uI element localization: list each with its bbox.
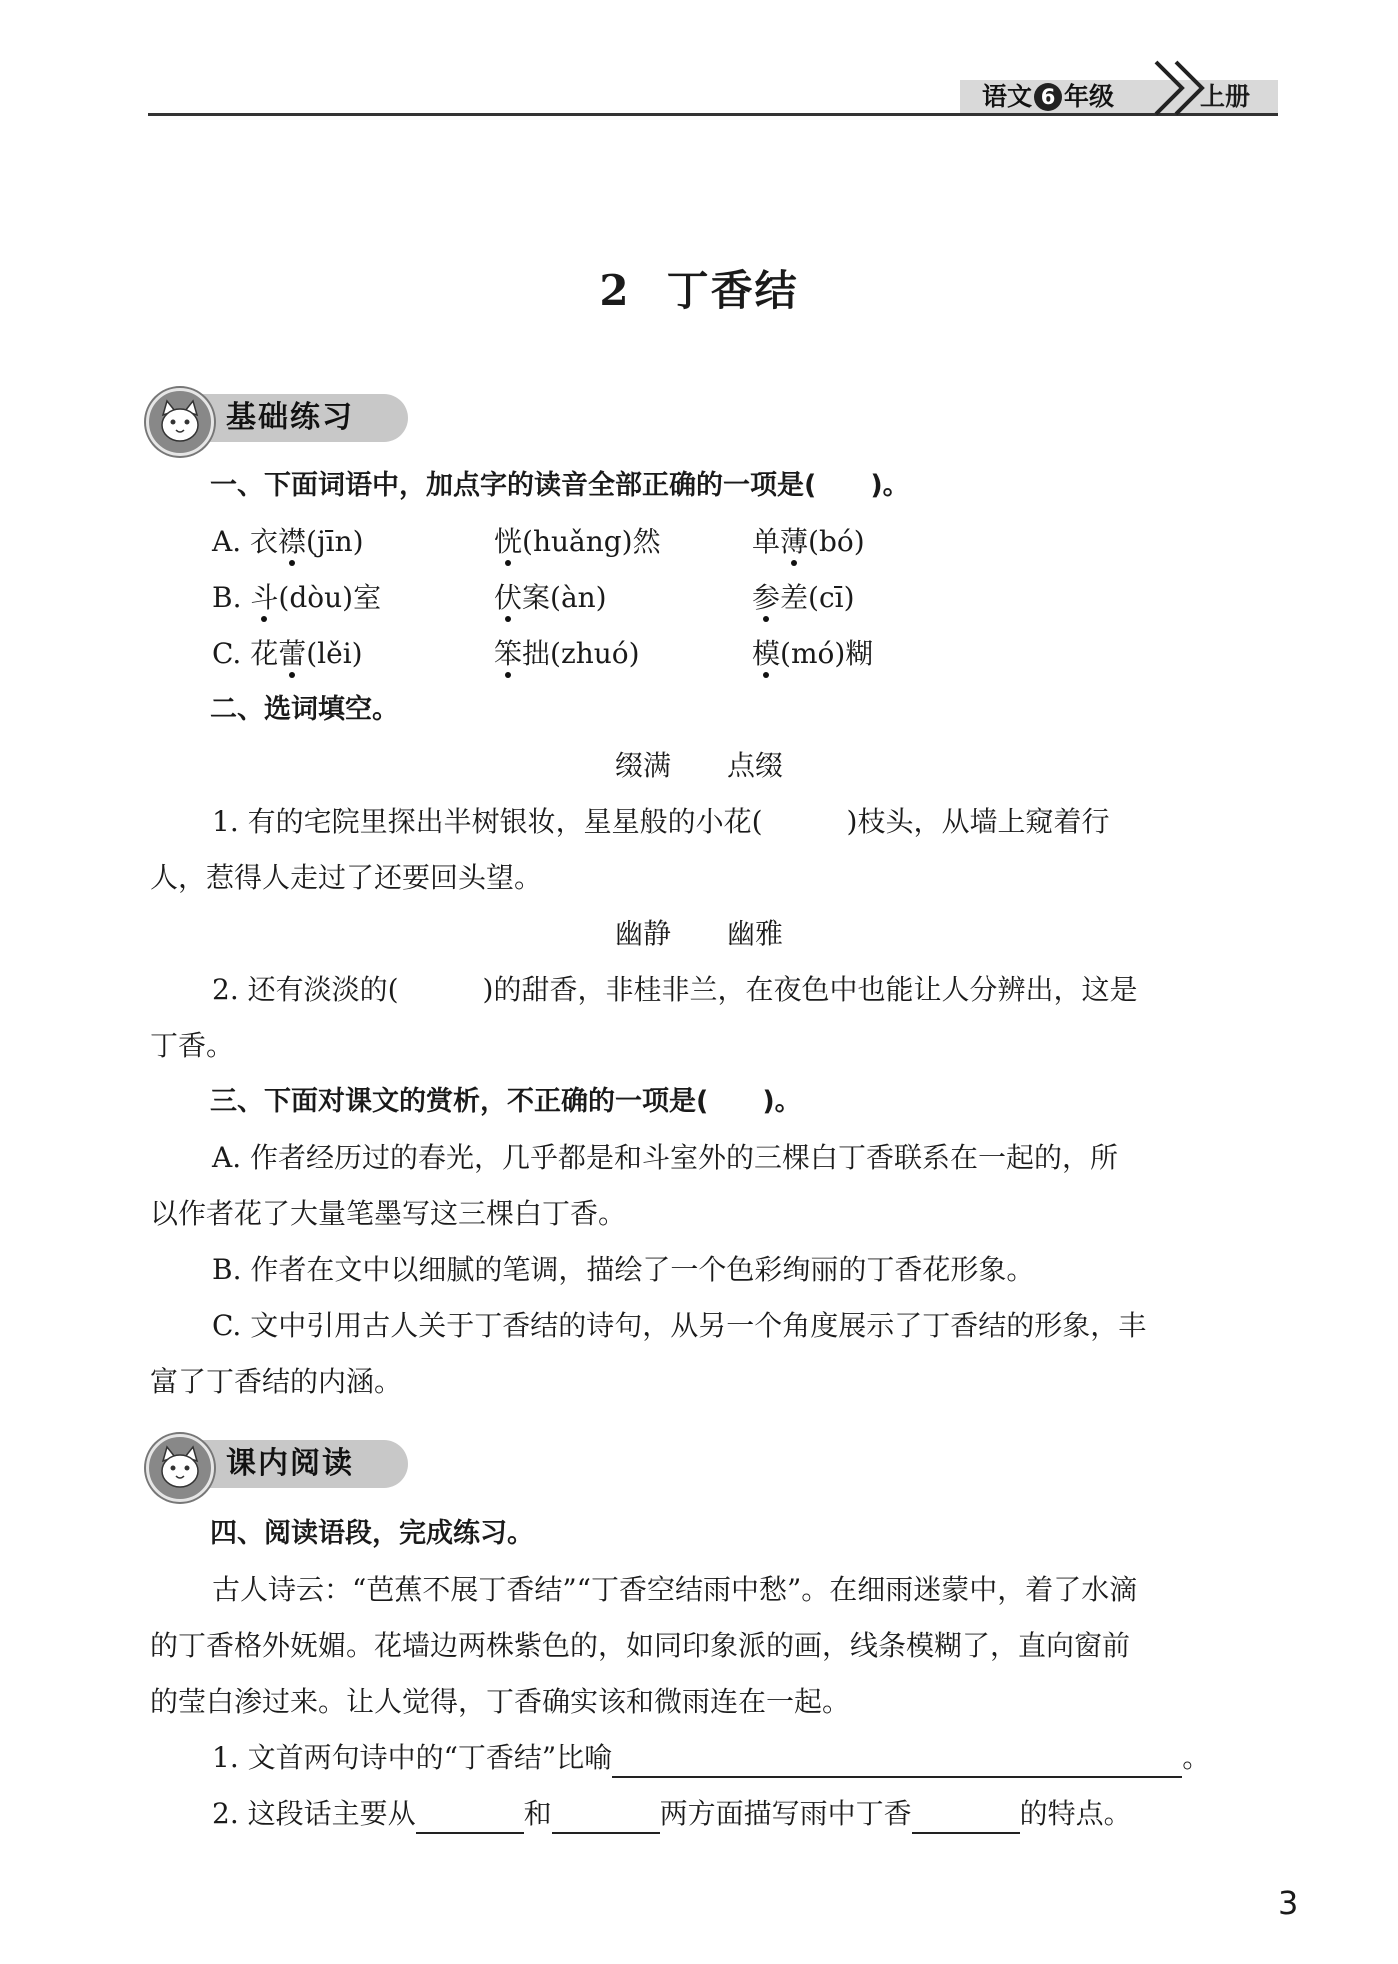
q4-passage-line-1: 古人诗云：“芭蕉不展丁香结”“丁香空结雨中愁”。在细雨迷蒙中，着了水滴 bbox=[212, 1573, 1138, 1606]
header-subject bbox=[982, 80, 1114, 114]
answer-blank-4[interactable] bbox=[912, 1802, 1020, 1834]
q2-sentence-1a: 1. 有的宅院里探出半树银妆，星星般的小花( )枝头，从墙上窥着行 bbox=[212, 805, 1110, 838]
section-title-basic: 基础练习 bbox=[226, 400, 354, 435]
q2-sentence-2a: 2. 还有淡淡的( )的甜香，非桂非兰，在夜色中也能让人分辨出，这是 bbox=[212, 973, 1138, 1006]
q4-item-2: 2. 这段话主要从 和 两方面描写雨中丁香 的特点。 bbox=[212, 1794, 1132, 1834]
page-title bbox=[0, 258, 1398, 318]
section-badge-basic bbox=[146, 388, 408, 444]
q1-stem: 一、下面词语中，加点字的读音全部正确的一项是( )。 bbox=[210, 470, 910, 501]
answer-blank-3[interactable] bbox=[552, 1802, 660, 1834]
cat-face-icon bbox=[146, 388, 214, 456]
q2-stem: 二、选词填空。 bbox=[210, 694, 399, 725]
q1-option-b3: 参差(cī) bbox=[752, 581, 855, 614]
page-number: 3 bbox=[1278, 1884, 1299, 1922]
q1-option-a1: A. 衣襟(jīn) bbox=[212, 525, 364, 558]
answer-blank-1[interactable] bbox=[612, 1746, 1182, 1778]
section-badge-reading bbox=[146, 1434, 408, 1490]
q1-option-a2: 恍(huǎng)然 bbox=[494, 525, 661, 558]
q2-sentence-1b: 人，惹得人走过了还要回头望。 bbox=[150, 861, 543, 894]
q4-item-1: 1. 文首两句诗中的“丁香结”比喻 。 bbox=[212, 1738, 1210, 1778]
q1-option-c1: C. 花蕾(lěi) bbox=[212, 637, 363, 670]
section-title-reading: 课内阅读 bbox=[226, 1446, 354, 1481]
answer-blank-2[interactable] bbox=[416, 1802, 524, 1834]
subject-text: 语文 bbox=[982, 82, 1033, 111]
q2-options-1: 缀满 点缀 bbox=[614, 749, 783, 782]
q1-option-b1: B. 斗(dòu)室 bbox=[212, 581, 382, 614]
lesson-number: 2 bbox=[599, 266, 631, 315]
q3-option-b: B. 作者在文中以细腻的笔调，描绘了一个色彩绚丽的丁香花形象。 bbox=[212, 1253, 1035, 1286]
header-volume: 上册 bbox=[1200, 82, 1251, 111]
q3-option-c2: 富了丁香结的内涵。 bbox=[150, 1365, 403, 1398]
q3-option-c1: C. 文中引用古人关于丁香结的诗句，从另一个角度展示了丁香结的形象，丰 bbox=[212, 1309, 1147, 1342]
q1-option-b2: 伏案(àn) bbox=[494, 581, 607, 614]
grade-suffix: 年级 bbox=[1064, 82, 1115, 111]
q3-option-a1: A. 作者经历过的春光，几乎都是和斗室外的三棵白丁香联系在一起的，所 bbox=[212, 1141, 1119, 1174]
q4-passage-line-3: 的莹白渗过来。让人觉得，丁香确实该和微雨连在一起。 bbox=[150, 1685, 851, 1718]
q4-stem: 四、阅读语段，完成练习。 bbox=[210, 1518, 534, 1549]
q3-stem: 三、下面对课文的赏析，不正确的一项是( )。 bbox=[210, 1086, 802, 1117]
q2-options-2: 幽静 幽雅 bbox=[614, 917, 783, 950]
q4-passage-line-2: 的丁香格外妩媚。花墙边两株紫色的，如同印象派的画，线条模糊了，直向窗前 bbox=[150, 1629, 1131, 1662]
q2-sentence-2b: 丁香。 bbox=[150, 1029, 235, 1062]
cat-face-icon bbox=[146, 1434, 214, 1502]
q1-option-c2: 笨拙(zhuó) bbox=[494, 637, 640, 670]
q1-option-a3: 单薄(bó) bbox=[752, 525, 865, 558]
grade-number-badge: 6 bbox=[1034, 83, 1062, 111]
lesson-title: 丁香结 bbox=[666, 266, 799, 315]
q3-option-a2: 以作者花了大量笔墨写这三棵白丁香。 bbox=[150, 1197, 627, 1230]
q1-option-c3: 模(mó)糊 bbox=[752, 637, 874, 670]
